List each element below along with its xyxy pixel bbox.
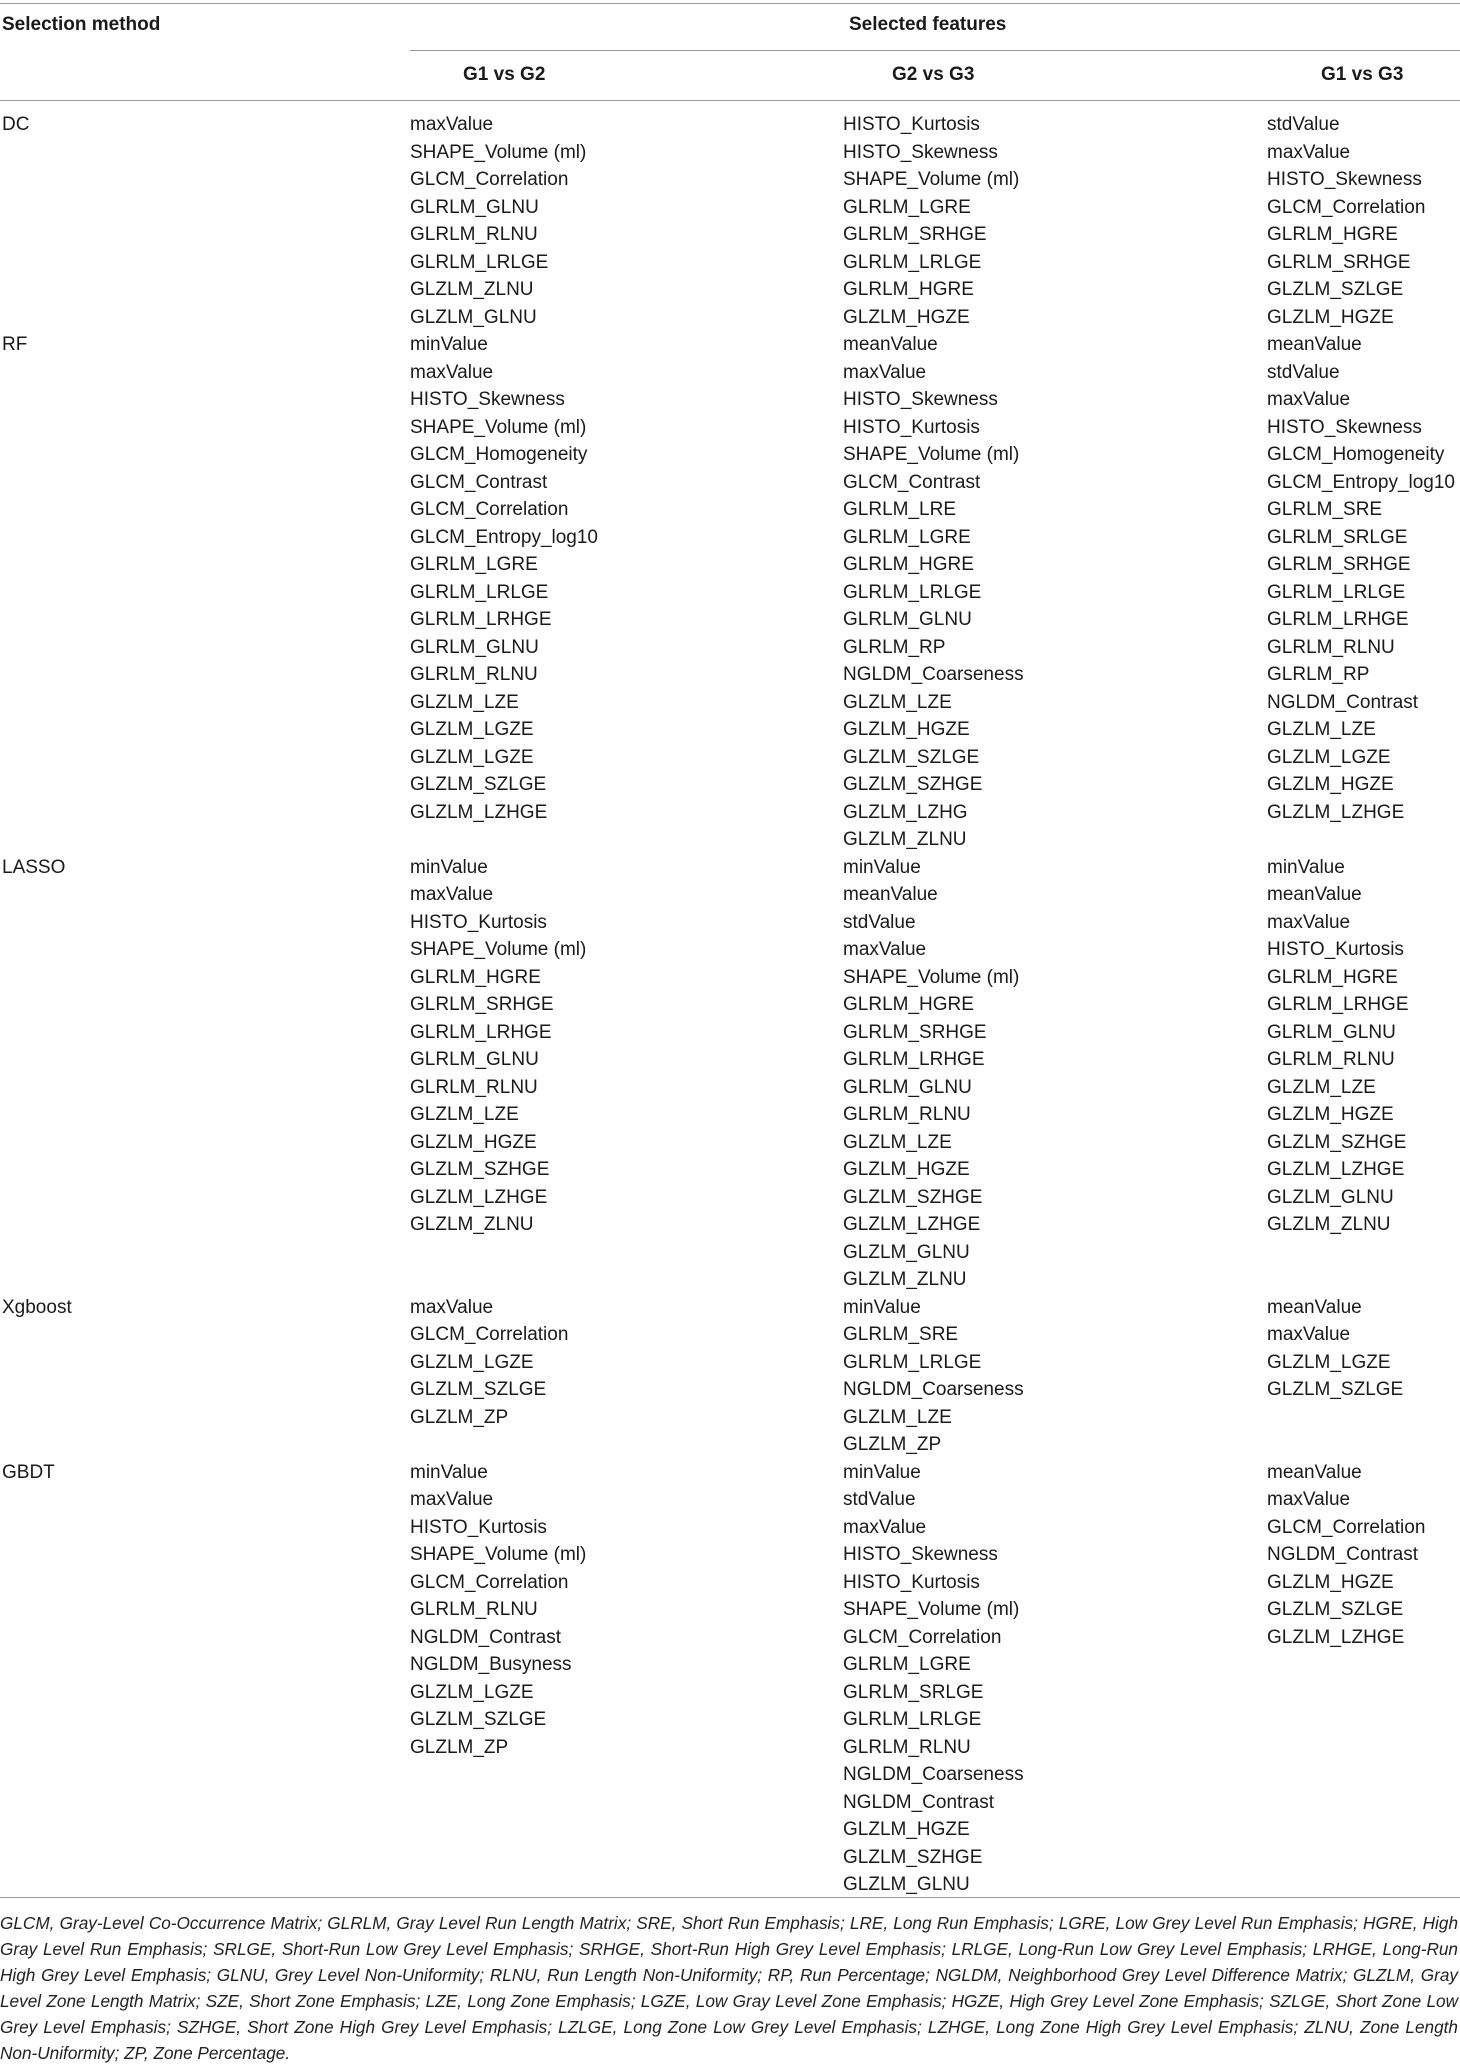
feature-item: GLZLM_LZE bbox=[1267, 1076, 1376, 1098]
feature-item: GLZLM_SZHGE bbox=[843, 774, 983, 795]
feature-item: GLCM_Entropy_log10 bbox=[410, 526, 598, 548]
feature-item: GLRLM_GLNU bbox=[1267, 1021, 1396, 1043]
feature-item: maxValue bbox=[1267, 1324, 1351, 1345]
features-g1-vs-g3 bbox=[1267, 331, 1455, 826]
feature-item: GLZLM_LZE bbox=[843, 1131, 952, 1153]
feature-item: GLZLM_LZE bbox=[843, 1406, 952, 1428]
feature-item: meanValue bbox=[1267, 1461, 1362, 1483]
feature-item: SHAPE_Volume (ml) bbox=[843, 444, 1020, 465]
feature-item: GLZLM_LZHGE bbox=[1267, 801, 1405, 823]
feature-item: GLZLM_LGZE bbox=[410, 1351, 534, 1373]
feature-item: GLRLM_HGRE bbox=[843, 994, 974, 1015]
feature-item: GLZLM_HGZE bbox=[1267, 774, 1394, 795]
feature-item: HISTO_Kurtosis bbox=[843, 1571, 980, 1593]
features-g1-vs-g2 bbox=[410, 1459, 586, 1762]
feature-item: GLRLM_HGRE bbox=[843, 279, 974, 300]
feature-item: HISTO_Skewness bbox=[843, 389, 998, 410]
feature-item: SHAPE_Volume (ml) bbox=[843, 1599, 1020, 1620]
feature-item: GLZLM_LZE bbox=[843, 691, 952, 713]
feature-item: GLZLM_ZLNU bbox=[410, 279, 534, 300]
feature-item: maxValue bbox=[843, 939, 927, 960]
feature-item: stdValue bbox=[1267, 361, 1340, 383]
feature-item: stdValue bbox=[1267, 114, 1340, 135]
feature-item: GLZLM_LGZE bbox=[410, 1681, 534, 1703]
feature-item: SHAPE_Volume (ml) bbox=[843, 169, 1020, 190]
feature-item: GLRLM_LRHGE bbox=[410, 1021, 552, 1043]
feature-item: GLRLM_SRHGE bbox=[1267, 251, 1411, 273]
feature-item: GLRLM_LRHGE bbox=[1267, 994, 1409, 1015]
feature-item: GLZLM_GLNU bbox=[843, 1874, 970, 1895]
feature-item: SHAPE_Volume (ml) bbox=[410, 141, 587, 163]
feature-item: GLZLM_SZLGE bbox=[843, 746, 980, 768]
feature-item: GLRLM_SRHGE bbox=[843, 224, 987, 245]
feature-item: GLCM_Correlation bbox=[410, 169, 569, 190]
feature-item: GLZLM_SZLGE bbox=[1267, 279, 1404, 300]
features-g2-vs-g3 bbox=[843, 1459, 1024, 1899]
feature-item: GLZLM_LZHGE bbox=[843, 1214, 981, 1235]
feature-item: GLZLM_LZE bbox=[410, 1104, 519, 1125]
feature-item: GLZLM_HGZE bbox=[1267, 1104, 1394, 1125]
feature-item: HISTO_Skewness bbox=[410, 389, 565, 410]
feature-item: GLRLM_RLNU bbox=[410, 224, 538, 245]
feature-item: NGLDM_Coarseness bbox=[843, 664, 1024, 685]
feature-item: GLRLM_LRLGE bbox=[843, 581, 982, 603]
feature-item: SHAPE_Volume (ml) bbox=[410, 939, 587, 960]
feature-item: GLRLM_LRHGE bbox=[843, 1049, 985, 1070]
subheader-rule bbox=[410, 50, 1460, 51]
feature-item: GLRLM_RP bbox=[843, 636, 946, 658]
feature-item: GLRLM_GLNU bbox=[843, 1076, 972, 1098]
features-g1-vs-g2 bbox=[410, 1294, 568, 1432]
feature-item: maxValue bbox=[410, 361, 494, 383]
feature-item: GLZLM_SZHGE bbox=[843, 1846, 983, 1868]
feature-item: HISTO_Kurtosis bbox=[410, 911, 547, 933]
feature-item: GLZLM_HGZE bbox=[1267, 1571, 1394, 1593]
feature-item: GLRLM_GLNU bbox=[410, 636, 539, 658]
feature-item: NGLDM_Busyness bbox=[410, 1654, 572, 1675]
features-g1-vs-g3 bbox=[1267, 854, 1409, 1239]
feature-item: GLRLM_LRLGE bbox=[843, 1351, 982, 1373]
feature-item: maxValue bbox=[410, 1489, 494, 1510]
feature-item: NGLDM_Coarseness bbox=[843, 1379, 1024, 1400]
feature-item: GLZLM_HGZE bbox=[843, 719, 970, 740]
feature-item: GLRLM_LGRE bbox=[843, 526, 971, 548]
feature-item: GLRLM_RLNU bbox=[843, 1736, 971, 1758]
feature-item: GLZLM_HGZE bbox=[1267, 306, 1394, 328]
feature-item: GLZLM_ZLNU bbox=[410, 1214, 534, 1235]
feature-item: GLRLM_LRLGE bbox=[843, 1709, 982, 1730]
feature-item: GLRLM_SRHGE bbox=[410, 994, 554, 1015]
feature-item: GLZLM_LGZE bbox=[410, 719, 534, 740]
feature-item: GLRLM_RLNU bbox=[1267, 1049, 1395, 1070]
feature-item: GLZLM_ZLNU bbox=[1267, 1214, 1391, 1235]
feature-item: minValue bbox=[410, 1461, 488, 1483]
feature-item: GLZLM_LZE bbox=[410, 691, 519, 713]
feature-item: GLRLM_SRHGE bbox=[843, 1021, 987, 1043]
header-g1-vs-g3: G1 vs G3 bbox=[1321, 64, 1404, 85]
header-g1-vs-g2: G1 vs G2 bbox=[463, 64, 546, 85]
feature-item: GLRLM_HGRE bbox=[1267, 966, 1398, 988]
feature-item: maxValue bbox=[410, 114, 494, 135]
feature-item: GLZLM_ZP bbox=[843, 1434, 942, 1455]
feature-item: GLRLM_SRE bbox=[1267, 499, 1383, 520]
feature-item: GLCM_Entropy_log10 bbox=[1267, 471, 1455, 493]
feature-item: maxValue bbox=[1267, 911, 1351, 933]
feature-item: GLRLM_SRHGE bbox=[1267, 554, 1411, 575]
features-g2-vs-g3 bbox=[843, 854, 1019, 1294]
feature-item: GLCM_Correlation bbox=[410, 1324, 569, 1345]
feature-item: HISTO_Kurtosis bbox=[1267, 939, 1404, 960]
selection-method-cell: RF bbox=[2, 334, 28, 355]
feature-item: GLRLM_SRLGE bbox=[843, 1681, 984, 1703]
features-g1-vs-g2 bbox=[410, 111, 586, 331]
feature-item: minValue bbox=[410, 856, 488, 878]
feature-item: GLZLM_LGZE bbox=[1267, 746, 1391, 768]
feature-item: GLZLM_ZP bbox=[410, 1406, 509, 1428]
feature-item: GLZLM_SZHGE bbox=[843, 1186, 983, 1208]
bottom-rule bbox=[0, 1897, 1460, 1898]
feature-item: maxValue bbox=[1267, 141, 1351, 163]
feature-item: meanValue bbox=[1267, 884, 1362, 905]
feature-item: GLZLM_HGZE bbox=[843, 1159, 970, 1180]
feature-item: GLCM_Correlation bbox=[410, 1571, 569, 1593]
feature-item: minValue bbox=[843, 1296, 921, 1318]
feature-item: GLRLM_LRHGE bbox=[410, 609, 552, 630]
feature-item: GLZLM_HGZE bbox=[843, 1819, 970, 1840]
feature-item: minValue bbox=[843, 1461, 921, 1483]
feature-item: SHAPE_Volume (ml) bbox=[410, 416, 587, 438]
header-selection-method: Selection method bbox=[2, 14, 161, 35]
feature-item: GLRLM_HGRE bbox=[410, 966, 541, 988]
feature-item: GLRLM_RLNU bbox=[843, 1104, 971, 1125]
feature-item: GLCM_Contrast bbox=[843, 471, 981, 493]
top-rule bbox=[0, 3, 1460, 4]
features-g1-vs-g3 bbox=[1267, 1294, 1403, 1404]
feature-item: NGLDM_Contrast bbox=[1267, 691, 1418, 713]
feature-item: GLZLM_GLNU bbox=[1267, 1186, 1394, 1208]
feature-item: GLRLM_LRE bbox=[843, 499, 956, 520]
feature-item: GLZLM_LZHGE bbox=[1267, 1626, 1405, 1648]
feature-item: HISTO_Skewness bbox=[1267, 416, 1422, 438]
feature-item: GLRLM_RLNU bbox=[1267, 636, 1395, 658]
feature-item: GLCM_Contrast bbox=[410, 471, 548, 493]
feature-item: GLRLM_RLNU bbox=[410, 664, 538, 685]
feature-item: GLZLM_HGZE bbox=[843, 306, 970, 328]
selection-method-cell: GBDT bbox=[2, 1461, 55, 1483]
feature-item: GLRLM_SRE bbox=[843, 1324, 959, 1345]
feature-item: GLZLM_SZLGE bbox=[1267, 1599, 1404, 1620]
selection-method-cell: DC bbox=[2, 114, 30, 135]
feature-item: HISTO_Skewness bbox=[843, 1544, 998, 1565]
feature-item: GLZLM_SZLGE bbox=[410, 1709, 547, 1730]
feature-item: GLRLM_LRLGE bbox=[410, 251, 549, 273]
feature-item: maxValue bbox=[410, 1296, 494, 1318]
feature-item: GLZLM_LZHGE bbox=[1267, 1159, 1405, 1180]
feature-item: minValue bbox=[1267, 856, 1345, 878]
feature-item: maxValue bbox=[410, 884, 494, 905]
feature-item: meanValue bbox=[843, 334, 938, 355]
feature-item: GLZLM_HGZE bbox=[410, 1131, 537, 1153]
feature-item: GLZLM_ZLNU bbox=[843, 1269, 967, 1290]
feature-item: GLZLM_SZLGE bbox=[410, 1379, 547, 1400]
feature-item: GLCM_Correlation bbox=[843, 1626, 1002, 1648]
feature-item: GLZLM_SZLGE bbox=[1267, 1379, 1404, 1400]
feature-item: GLRLM_RP bbox=[1267, 664, 1370, 685]
feature-item: maxValue bbox=[1267, 1489, 1351, 1510]
features-g2-vs-g3 bbox=[843, 1294, 1024, 1459]
feature-item: GLZLM_ZLNU bbox=[843, 829, 967, 850]
features-g1-vs-g2 bbox=[410, 331, 598, 826]
feature-item: stdValue bbox=[843, 1489, 916, 1510]
feature-item: GLRLM_RLNU bbox=[410, 1076, 538, 1098]
selection-method-cell: LASSO bbox=[2, 856, 66, 878]
feature-item: GLRLM_HGRE bbox=[843, 554, 974, 575]
feature-item: maxValue bbox=[843, 1516, 927, 1538]
feature-item: minValue bbox=[843, 856, 921, 878]
feature-item: HISTO_Skewness bbox=[1267, 169, 1422, 190]
feature-item: GLZLM_SZLGE bbox=[410, 774, 547, 795]
feature-item: GLZLM_SZHGE bbox=[1267, 1131, 1407, 1153]
feature-item: GLRLM_GLNU bbox=[410, 196, 539, 218]
feature-item: GLZLM_LGZE bbox=[1267, 1351, 1391, 1373]
feature-item: NGLDM_Coarseness bbox=[843, 1764, 1024, 1785]
feature-item: GLZLM_GLNU bbox=[410, 306, 537, 328]
feature-item: GLRLM_LRLGE bbox=[1267, 581, 1406, 603]
feature-item: maxValue bbox=[1267, 389, 1351, 410]
features-g1-vs-g3 bbox=[1267, 1459, 1425, 1652]
features-g1-vs-g3 bbox=[1267, 111, 1425, 331]
feature-item: NGLDM_Contrast bbox=[410, 1626, 561, 1648]
feature-item: GLZLM_LGZE bbox=[410, 746, 534, 768]
feature-item: GLZLM_GLNU bbox=[843, 1241, 970, 1263]
selection-method-cell: Xgboost bbox=[2, 1296, 72, 1318]
feature-item: GLZLM_SZHGE bbox=[410, 1159, 550, 1180]
feature-item: GLRLM_LGRE bbox=[410, 554, 538, 575]
features-g2-vs-g3 bbox=[843, 111, 1019, 331]
feature-item: GLRLM_LGRE bbox=[843, 1654, 971, 1675]
feature-item: GLZLM_LZE bbox=[1267, 719, 1376, 740]
feature-item: GLCM_Homogeneity bbox=[1267, 444, 1445, 465]
feature-item: HISTO_Skewness bbox=[843, 141, 998, 163]
feature-item: GLCM_Homogeneity bbox=[410, 444, 588, 465]
feature-item: GLZLM_LZHG bbox=[843, 801, 968, 823]
feature-item: GLZLM_ZP bbox=[410, 1736, 509, 1758]
header-g2-vs-g3: G2 vs G3 bbox=[892, 64, 975, 85]
feature-item: GLCM_Correlation bbox=[1267, 1516, 1426, 1538]
features-g2-vs-g3 bbox=[843, 331, 1024, 854]
feature-item: GLRLM_SRLGE bbox=[1267, 526, 1408, 548]
header-bottom-rule bbox=[0, 100, 1460, 101]
feature-item: GLRLM_GLNU bbox=[843, 609, 972, 630]
feature-item: maxValue bbox=[843, 361, 927, 383]
table-footnote: GLCM, Gray-Level Co-Occurrence Matrix; GLRLM, Gray Level Run Length Matrix; SRE, Short Run Emphasis; LRE, Long Run Emphasis; LGRE, Low Grey Level Run Emphasis; HGRE, High Gray Level Run Emphasis; SRLGE, Short-Run Low Grey Level Emphasis; SRHGE, Short-Run High Grey Level Emphasis; LRLGE, Long-Run Low Grey Level Emphasis; LRHGE, Long-Run High Grey Level Emphasis; GLNU, Grey Level Non-Uniformity; RLNU, Run Length Non-Uniformity; RP, Run Percentage; NGLDM, Neighborhood Grey Level Difference Matrix; GLZLM, Gray Level Zone Length Matrix; SZE, Short Zone Emphasis; LZE, Long Zone Emphasis; LGZE, Low Gray Level Zone Emphasis; HGZE, High Grey Level Zone Emphasis; SZLGE, Short Zone Low Grey Level Emphasis; SZHGE, Short Zone High Grey Level Emphasis; LZLGE, Long Zone Low Grey Level Emphasis; LZHGE, Long Zone High Grey Level Emphasis; ZLNU, Zone Length Non-Uniformity; ZP, Zone Percentage. bbox=[0, 1913, 1458, 2063]
feature-item: HISTO_Kurtosis bbox=[843, 114, 980, 135]
feature-item: GLRLM_RLNU bbox=[410, 1599, 538, 1620]
feature-item: GLRLM_LRLGE bbox=[843, 251, 982, 273]
feature-item: GLRLM_HGRE bbox=[1267, 224, 1398, 245]
feature-item: minValue bbox=[410, 334, 488, 355]
feature-item: GLZLM_LZHGE bbox=[410, 801, 548, 823]
feature-item: SHAPE_Volume (ml) bbox=[410, 1544, 587, 1565]
feature-item: NGLDM_Contrast bbox=[1267, 1544, 1418, 1565]
feature-item: HISTO_Kurtosis bbox=[410, 1516, 547, 1538]
feature-item: meanValue bbox=[1267, 1296, 1362, 1318]
feature-item: GLRLM_GLNU bbox=[410, 1049, 539, 1070]
feature-item: GLCM_Correlation bbox=[1267, 196, 1426, 218]
feature-item: GLRLM_LGRE bbox=[843, 196, 971, 218]
feature-item: meanValue bbox=[843, 884, 938, 905]
features-g1-vs-g2 bbox=[410, 854, 586, 1239]
feature-item: stdValue bbox=[843, 911, 916, 933]
feature-item: meanValue bbox=[1267, 334, 1362, 355]
feature-item: GLCM_Correlation bbox=[410, 499, 569, 520]
feature-item: SHAPE_Volume (ml) bbox=[843, 966, 1020, 988]
feature-item: GLZLM_LZHGE bbox=[410, 1186, 548, 1208]
feature-item: GLRLM_LRHGE bbox=[1267, 609, 1409, 630]
feature-item: HISTO_Kurtosis bbox=[843, 416, 980, 438]
header-selected-features: Selected features bbox=[849, 14, 1007, 35]
feature-item: NGLDM_Contrast bbox=[843, 1791, 994, 1813]
feature-item: GLRLM_LRLGE bbox=[410, 581, 549, 603]
